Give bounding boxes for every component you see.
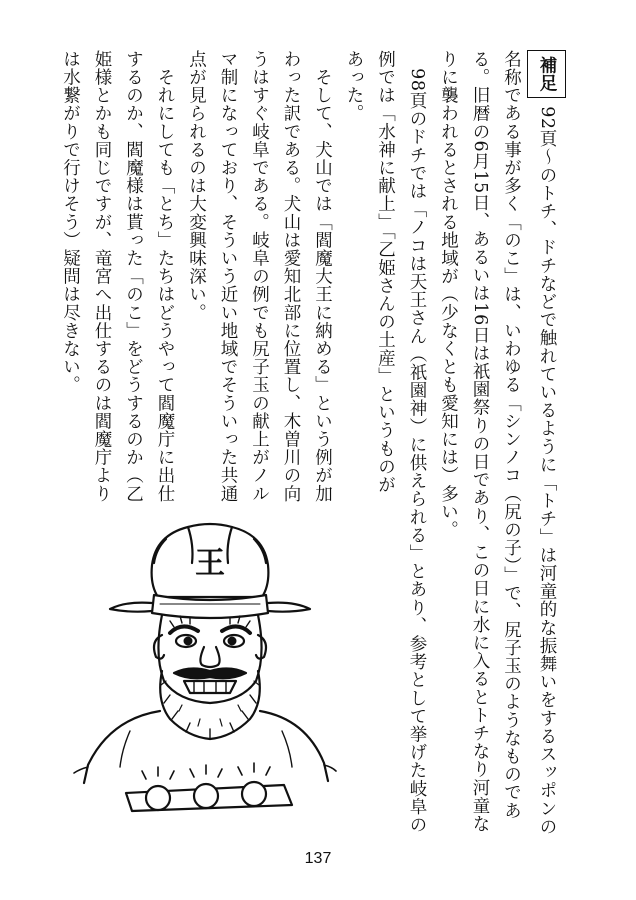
text-line: するのか、閻魔様は貰った「のこ」をどうするのか（乙: [123, 50, 144, 503]
crown-character: 王: [195, 546, 225, 581]
text-line: 名称である事が多く「のこ」は、いわゆる「シンノコ（尻の子）」で、尻子玉のようなものであ: [501, 50, 522, 820]
enma-king-illustration: [70, 505, 340, 825]
text-line-content: 92頁～のトチ、ドチなどで触れているように「トチ」は河童的な振舞いをするスッポンの: [537, 106, 557, 836]
text-line: わった訳である。犬山は愛知北部に位置し、木曽川の向: [281, 50, 301, 503]
text-line: る。旧暦の6月15日、あるいは16日は祇園祭りの日であり、この日に水に入るとトチなり河童な: [470, 50, 490, 833]
text-line: りに襲われるとされる地域が（少なくとも愛知には）多い。: [438, 50, 459, 539]
text-line: は水繋がりで行けそう）疑問は尽きない。: [60, 50, 81, 394]
text-line: そして、犬山では「閻魔大王に納める」という例が加: [312, 50, 333, 503]
text-line: あった。: [344, 50, 364, 123]
text-line: 例では「水神に献上」「乙姫さんの土産」というものが: [375, 50, 396, 494]
text-line: 98頁のドチでは「ノコは天王さん（祇園神）に供えられる」とあり、参考として挙げた岐阜の: [407, 50, 427, 834]
text-line: 点が見られるのは大変興味深い。: [186, 50, 207, 322]
supplement-label: 補足: [527, 50, 567, 98]
text-line: うはすぐ岐阜である。岐阜の例でも尻子玉の献上がノル: [249, 50, 270, 503]
text-line: マ制になっており、そういう近い地域でそういった共通: [218, 50, 238, 503]
text-line: [527, 50, 567, 836]
text-line: 姫様とかも同じですが、竜宮へ出仕するのは閻魔庁より: [92, 50, 112, 503]
text-line: それにしても「とち」たちはどうやって閻魔庁に出仕: [155, 50, 175, 503]
page-number: 137: [304, 850, 332, 867]
